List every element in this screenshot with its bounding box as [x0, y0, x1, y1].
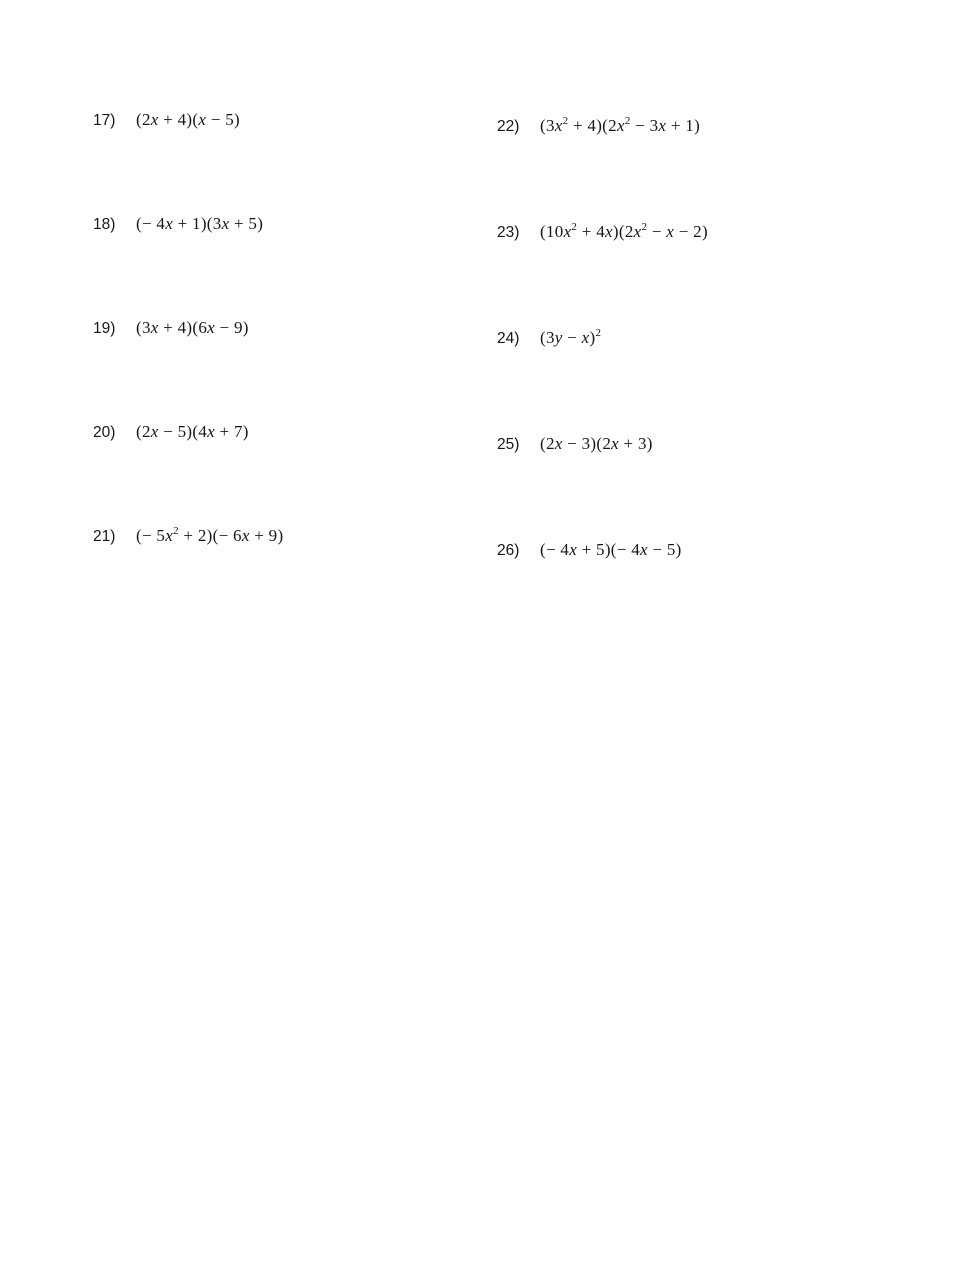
variable: x [563, 222, 572, 241]
variable: x [165, 214, 174, 233]
problem-number: 17) [93, 112, 116, 129]
variable: x [241, 526, 250, 545]
problem-expression: $(3y - x)^2$ [540, 327, 602, 347]
exponent: 2 [595, 327, 602, 339]
variable: y [554, 328, 563, 347]
variable: x [554, 434, 563, 453]
problem-item [497, 328, 917, 354]
problem-number: 24) [497, 330, 520, 347]
problem-item [93, 110, 473, 136]
variable: x [207, 422, 215, 441]
variable: x [198, 110, 207, 129]
problem-expression: $(10x^2 + 4x)(2x^2 - x - 2)$ [540, 221, 708, 241]
problem-item [497, 116, 917, 142]
variable: x [581, 328, 590, 347]
problem-item [497, 222, 917, 248]
variable: x [569, 540, 578, 559]
variable: x [611, 434, 619, 453]
variable: x [616, 116, 625, 135]
problem-number: 23) [497, 224, 520, 241]
variable: x [221, 214, 230, 233]
problem-item [497, 540, 917, 566]
problem-number: 25) [497, 436, 520, 453]
exponent: 2 [562, 115, 569, 127]
problem-expression: $(3x^2 + 4)(2x^2 - 3x + 1)$ [540, 115, 701, 135]
exponent: 2 [571, 221, 578, 233]
problem-expression: (− $5x^2 + 2)(- 6x + 9)$ [136, 525, 284, 545]
problem-number: 18) [93, 216, 116, 233]
problem-expression: (3x + 4)(6x − 9) [136, 318, 249, 337]
problems-column-left [93, 110, 473, 552]
variable: x [605, 222, 613, 241]
variable: x [554, 116, 563, 135]
problem-expression: (− 4x + 1)(3x + 5) [136, 214, 264, 233]
variable: x [633, 222, 642, 241]
variable: x [165, 526, 174, 545]
problem-number: 20) [93, 424, 116, 441]
problem-item [93, 526, 473, 552]
variable: x [658, 116, 667, 135]
problem-expression: (2x − 5)(4x + 7) [136, 422, 249, 441]
problem-item [93, 422, 473, 448]
exponent: 2 [624, 115, 631, 127]
problem-expression: (2x + 4)(x − 5) [136, 110, 240, 129]
variable: x [207, 318, 215, 337]
exponent: 2 [173, 525, 179, 537]
problem-expression: (2x − 3)(2x + 3) [540, 434, 653, 453]
problem-number: 19) [93, 320, 116, 337]
variable: x [150, 318, 159, 337]
variable: x [666, 222, 675, 241]
problem-number: 21) [93, 528, 116, 545]
variable: x [150, 110, 159, 129]
problem-number: 22) [497, 118, 520, 135]
problem-expression: (− 4x + 5)(− 4x − 5) [540, 540, 682, 559]
problem-number: 26) [497, 542, 520, 559]
problems-column-right [497, 116, 917, 566]
problem-item [93, 214, 473, 240]
variable: x [150, 422, 159, 441]
problem-item [93, 318, 473, 344]
variable: x [640, 540, 648, 559]
problem-item [497, 434, 917, 460]
exponent: 2 [641, 221, 648, 233]
